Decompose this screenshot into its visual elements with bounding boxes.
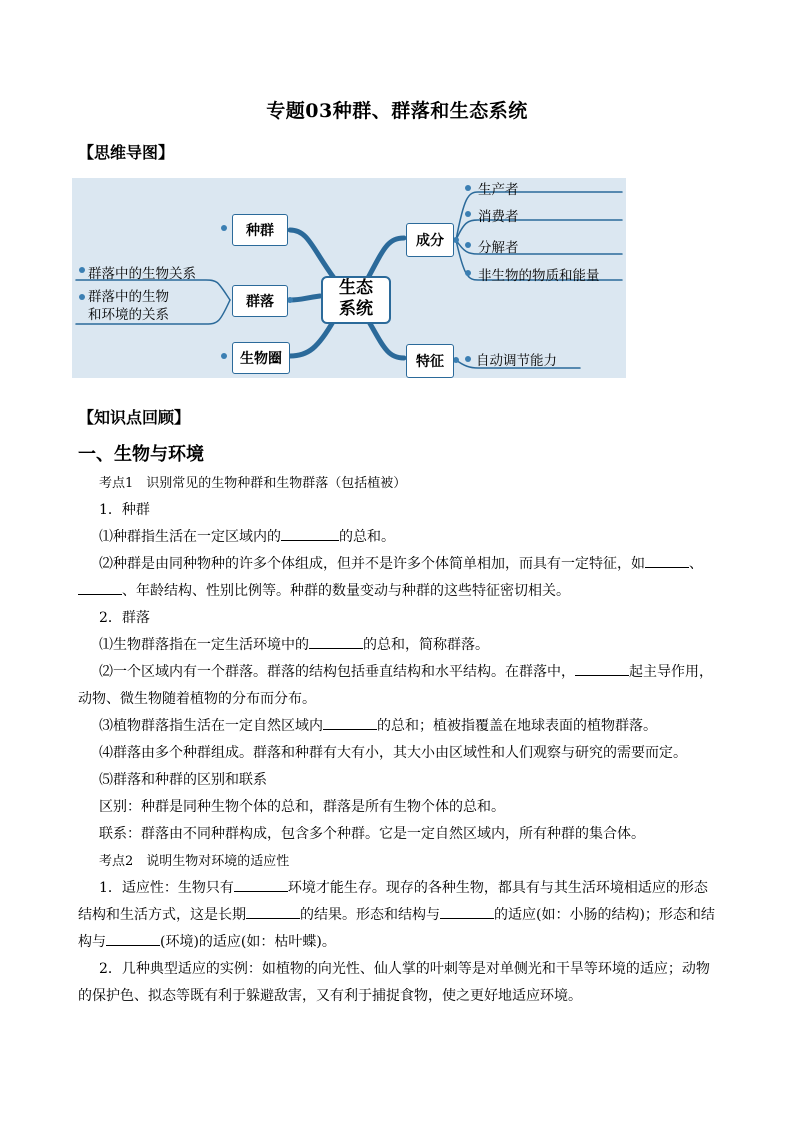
paragraph-10-part-b: 环境才能生存。现存的各种生物，都具有与其生活环境相适应的形态结 [78,880,708,923]
bullet-decomposer [465,242,471,248]
subheading-zhongqun: 1．种群 [99,502,150,518]
leaf-relationship: 群落中的生物关系 [88,266,196,282]
paragraph-1-part-a: ⑴种群指生活在一定区域内的 [99,529,281,545]
paragraph-2-part-b: 、 [689,556,703,572]
fill-blank[interactable] [309,634,363,649]
node-shengwuquan: 生物圈 [232,342,290,374]
content-body [78,470,718,1010]
paragraph-3-part-b: 的总和，简称群落。 [363,637,489,653]
fill-blank[interactable] [575,661,629,676]
fill-blank[interactable] [106,931,160,946]
paragraph-2 [78,551,718,605]
paragraph-5-part-a: ⑶植物群落指生活在一定自然区域内 [99,718,323,734]
mindmap-section-heading: 【思维导图】 [78,143,175,162]
paragraph-10 [78,875,718,956]
node-tezheng: 特征 [406,344,454,378]
paragraph-5 [78,713,718,740]
bullet-abiotic [465,270,471,276]
bullet-environment [79,294,85,300]
mind-map-center-node [321,276,391,324]
paragraph-7: ⑸群落和种群的区别和联系 [99,772,267,788]
leaf-environment [88,288,169,324]
leaf-consumer: 消费者 [478,209,519,225]
fill-blank[interactable] [78,580,122,595]
subheading-qunluo: 2．群落 [99,610,150,626]
paragraph-3-part-a: ⑴生物群落指在一定生活环境中的 [99,637,309,653]
paragraph-2-part-c: 、年龄结构、性别比例等。种群的数量变动与种群的这些特征密切相关。 [122,583,570,599]
leaf-producer: 生产者 [478,182,519,198]
bullet-self-regulation [465,356,471,362]
paragraph-11 [78,956,718,1010]
bullet-zhongqun [221,225,227,231]
paragraph-10-part-f: (环境)的适应(如：枯叶蝶)。 [160,934,336,950]
kaodian-2: 考点2 说明生物对环境的适应性 [99,854,290,869]
paragraph-1 [78,524,718,551]
node-chengfen: 成分 [406,223,454,257]
paragraph-11-part-a: 2．几种典型适应的实例：如植物的向光性、仙人掌的叶刺等是对单侧光和干旱等环境的适应；动物的 [78,961,710,1004]
node-zhongqun: 种群 [232,214,288,246]
leaf-environment-line2: 和环境的关系 [88,307,169,323]
paragraph-4-part-c: 动物、微生物随着植物的分布而分布。 [78,691,316,707]
fill-blank[interactable] [440,904,494,919]
leaf-self-regulation: 自动调节能力 [476,353,557,369]
heading-bio-environment: 一、生物与环境 [78,444,204,465]
bullet-consumer [465,211,471,217]
leaf-environment-line1: 群落中的生物 [88,289,169,305]
fill-blank[interactable] [323,715,377,730]
paragraph-4-part-b: 起主导作用， [629,664,713,680]
leaf-decomposer: 分解者 [478,240,519,256]
paragraph-2-part-a: ⑵种群是由同种物种的许多个体组成，但并不是许多个体简单相加，而具有一定特征，如 [99,556,645,572]
paragraph-10-part-d: 的结果。形态和结构与 [300,907,440,923]
center-label-line2: 系统 [339,299,373,319]
paragraph-4 [78,659,718,713]
paragraph-8: 区别：种群是同种生物个体的总和，群落是所有生物个体的总和。 [99,799,505,815]
leaf-abiotic: 非生物的物质和能量 [478,268,600,284]
fill-blank[interactable] [234,877,288,892]
kaodian-1: 考点1 识别常见的生物种群和生物群落（包括植被） [99,476,407,491]
paragraph-11-part-b: 保护色、拟态等既有利于躲避敌害，又有利于捕捉食物，使之更好地适应环境。 [92,988,582,1004]
mind-map [72,178,626,378]
bullet-shengwuquan [221,353,227,359]
paragraph-9: 联系：群落由不同种群构成，包含多个种群。它是一定自然区域内，所有种群的集合体。 [99,826,645,842]
page-title: 专题03种群、群落和生态系统 [266,100,528,122]
paragraph-4-part-a: ⑵一个区域内有一个群落。群落的结构包括垂直结构和水平结构。在群落中， [99,664,575,680]
paragraph-3 [78,632,718,659]
fill-blank[interactable] [281,526,339,541]
review-section-heading: 【知识点回顾】 [78,408,191,427]
bullet-producer [465,185,471,191]
center-label-line1: 生态 [339,278,373,298]
fill-blank[interactable] [645,553,689,568]
bullet-relationship [79,267,85,273]
paragraph-5-part-b: 的总和；植被指覆盖在地球表面的植物群落。 [377,718,657,734]
paragraph-1-part-b: 的总和。 [339,529,395,545]
paragraph-10-part-e: 的适应(如：小肠的结构)；形态和结构与 [78,907,715,950]
paragraph-10-part-a: 1．适应性：生物只有 [99,880,234,896]
paragraph-6: ⑷群落由多个种群组成。群落和种群有大有小，其大小由区域性和人们观察与研究的需要而定。 [99,745,687,761]
fill-blank[interactable] [246,904,300,919]
node-qunluo: 群落 [232,285,288,317]
paragraph-10-part-c: 构和生活方式，这是长期 [92,907,246,923]
